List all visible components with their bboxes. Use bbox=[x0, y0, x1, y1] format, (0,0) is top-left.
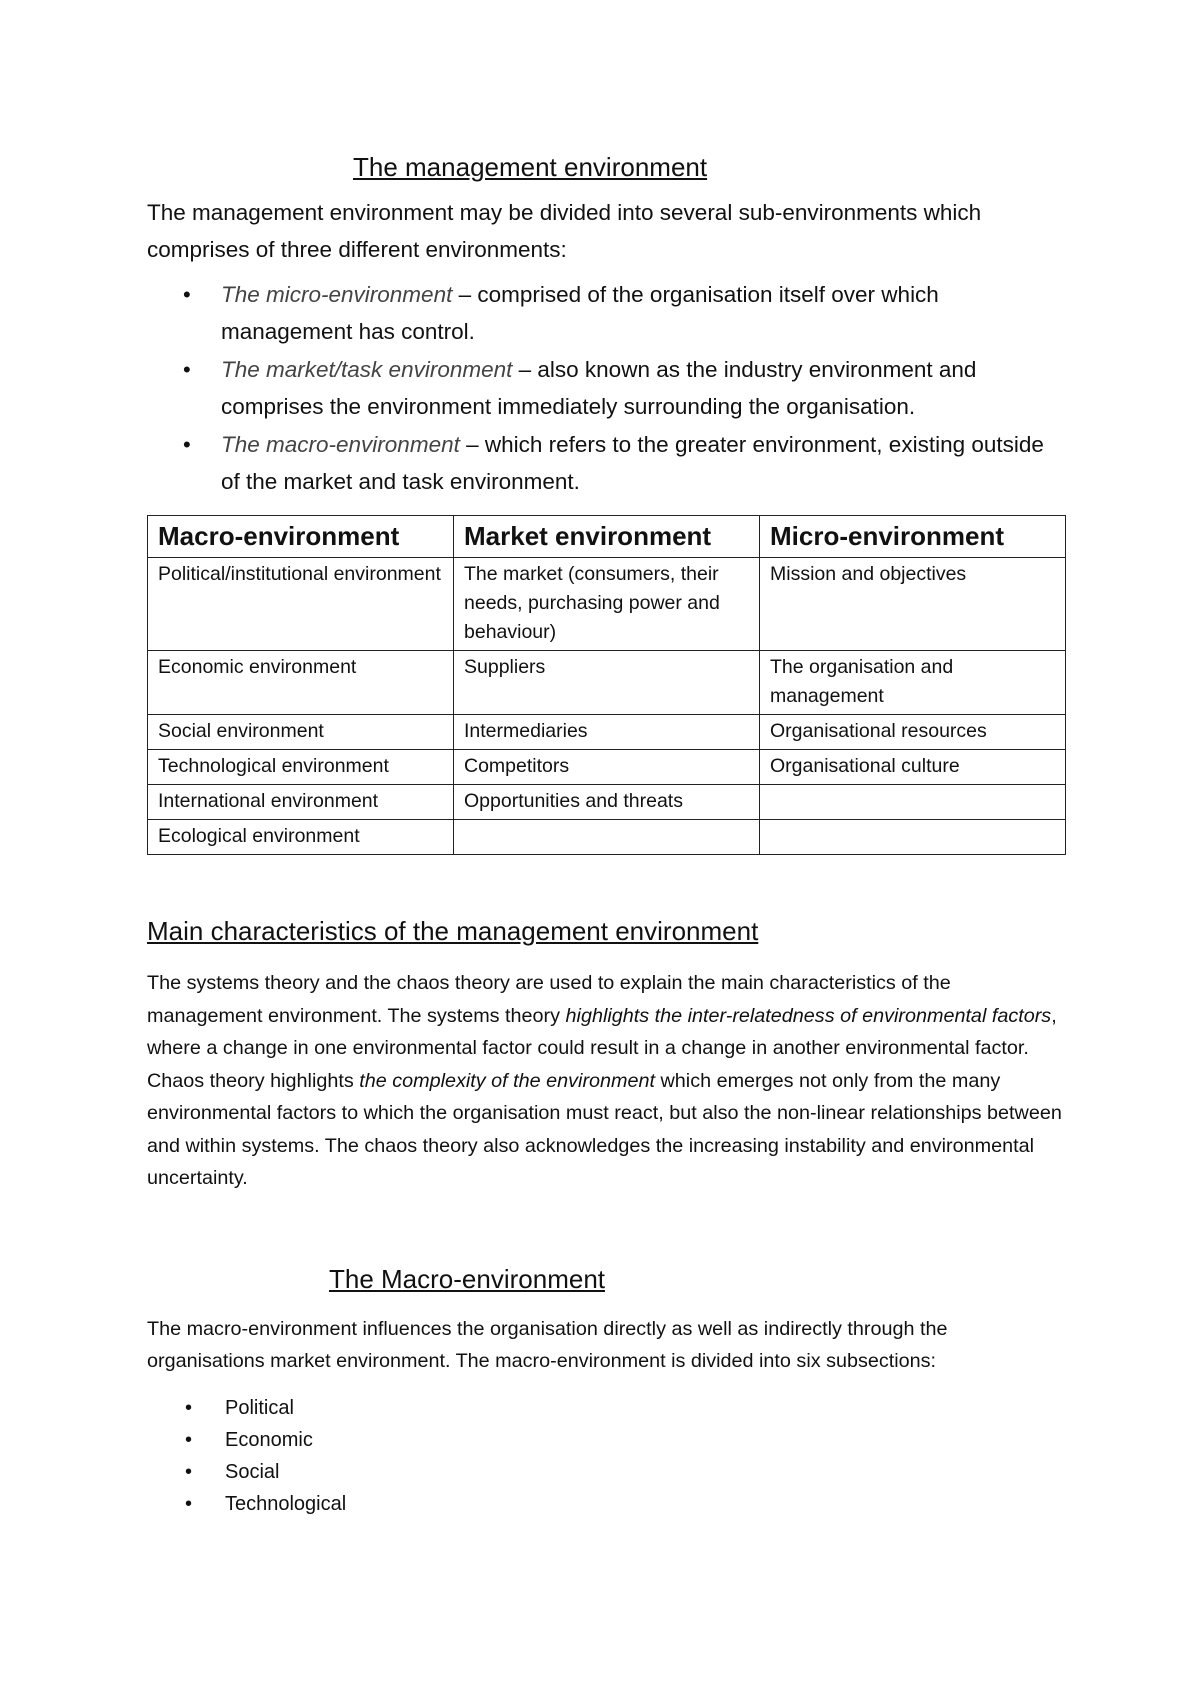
characteristics-heading: Main characteristics of the management environment bbox=[147, 916, 759, 946]
table-cell: Economic environment bbox=[148, 651, 454, 715]
table-cell: Ecological environment bbox=[148, 820, 454, 855]
list-item-text: Social bbox=[225, 1460, 280, 1483]
table-cell: Political/institutional environment bbox=[148, 558, 454, 651]
bullet-icon: • bbox=[183, 357, 191, 382]
paragraph-text: , where a change in one environmental factor could result in a change in another environmental factor. Chaos theory highlights bbox=[147, 1004, 1057, 1092]
list-item-text: – comprised of the organisation itself over which management has control. bbox=[221, 282, 939, 344]
environment-table bbox=[147, 515, 1066, 855]
table-cell: Organisational culture bbox=[760, 750, 1066, 785]
table-cell: Intermediaries bbox=[454, 715, 760, 750]
list-item-text: – also known as the industry environment and comprises the environment immediately surrounding the organisation. bbox=[221, 357, 977, 419]
table-cell bbox=[760, 785, 1066, 820]
list-item-text: – which refers to the greater environment, existing outside of the market and task environment. bbox=[221, 432, 1044, 494]
table-cell: Mission and objectives bbox=[760, 558, 1066, 651]
macro-environment-heading: The Macro-environment bbox=[329, 1263, 605, 1294]
table-row bbox=[148, 715, 1066, 750]
list-item bbox=[147, 351, 1067, 425]
paragraph-emphasis: highlights the inter-relatedness of environmental factors bbox=[565, 1004, 1052, 1027]
environment-bullet-list bbox=[147, 276, 1067, 500]
column-header-macro: Macro-environment bbox=[148, 516, 454, 558]
bullet-icon: • bbox=[183, 282, 191, 307]
table-cell: Opportunities and threats bbox=[454, 785, 760, 820]
bullet-icon: • bbox=[185, 1428, 193, 1451]
table-cell: Social environment bbox=[148, 715, 454, 750]
list-item-term: The market/task environment bbox=[221, 357, 513, 382]
table-cell bbox=[454, 820, 760, 855]
list-item bbox=[147, 1456, 1067, 1488]
list-item-text: Technological bbox=[225, 1492, 347, 1515]
bullet-icon: • bbox=[185, 1396, 193, 1419]
intro-paragraph: The management environment may be divided into several sub-environments which comprises of three different environments: bbox=[147, 200, 982, 262]
table-cell: Technological environment bbox=[148, 750, 454, 785]
table-cell: Organisational resources bbox=[760, 715, 1066, 750]
list-item-term: The macro-environment bbox=[221, 432, 460, 457]
column-header-micro: Micro-environment bbox=[760, 516, 1066, 558]
paragraph-text: The systems theory and the chaos theory are used to explain the main characteristics of the management environment. The systems theory bbox=[147, 972, 951, 1027]
list-item bbox=[147, 1424, 1067, 1456]
column-header-market: Market environment bbox=[454, 516, 760, 558]
table-row bbox=[148, 785, 1066, 820]
list-item-term: The micro-environment bbox=[221, 282, 453, 307]
macro-intro-paragraph: The macro-environment influences the organisation directly as well as indirectly through the organisations market environment. The macro-environment is divided into six subsections: bbox=[147, 1317, 948, 1372]
list-item bbox=[147, 276, 1067, 350]
table-header-row bbox=[148, 516, 1066, 558]
table-row bbox=[148, 820, 1066, 855]
page-content bbox=[147, 140, 1067, 1520]
list-item-text: Economic bbox=[225, 1428, 313, 1451]
table-cell: International environment bbox=[148, 785, 454, 820]
table-cell bbox=[760, 820, 1066, 855]
table-row bbox=[148, 750, 1066, 785]
bullet-icon: • bbox=[185, 1492, 193, 1515]
table-cell: The organisation and management bbox=[760, 651, 1066, 715]
table-row bbox=[148, 558, 1066, 651]
bullet-icon: • bbox=[183, 432, 191, 457]
management-environment-title: The management environment bbox=[353, 152, 708, 182]
table-cell: Suppliers bbox=[454, 651, 760, 715]
macro-subsection-list bbox=[147, 1392, 1067, 1520]
bullet-icon: • bbox=[185, 1460, 193, 1483]
paragraph-emphasis: the complexity of the environment bbox=[359, 1069, 656, 1092]
list-item-text: Political bbox=[225, 1396, 294, 1419]
table-cell: The market (consumers, their needs, purchasing power and behaviour) bbox=[454, 558, 760, 651]
characteristics-paragraph bbox=[147, 967, 1067, 1195]
list-item bbox=[147, 1488, 1067, 1520]
table-cell: Competitors bbox=[454, 750, 760, 785]
list-item bbox=[147, 1392, 1067, 1424]
list-item bbox=[147, 426, 1067, 500]
paragraph-text: which emerges not only from the many environmental factors to which the organisation must react, but also the non-linear relationships between and within systems. The chaos theory also acknowledges the increasing instability and environmental uncertainty. bbox=[147, 1069, 1062, 1189]
table-row bbox=[148, 651, 1066, 715]
